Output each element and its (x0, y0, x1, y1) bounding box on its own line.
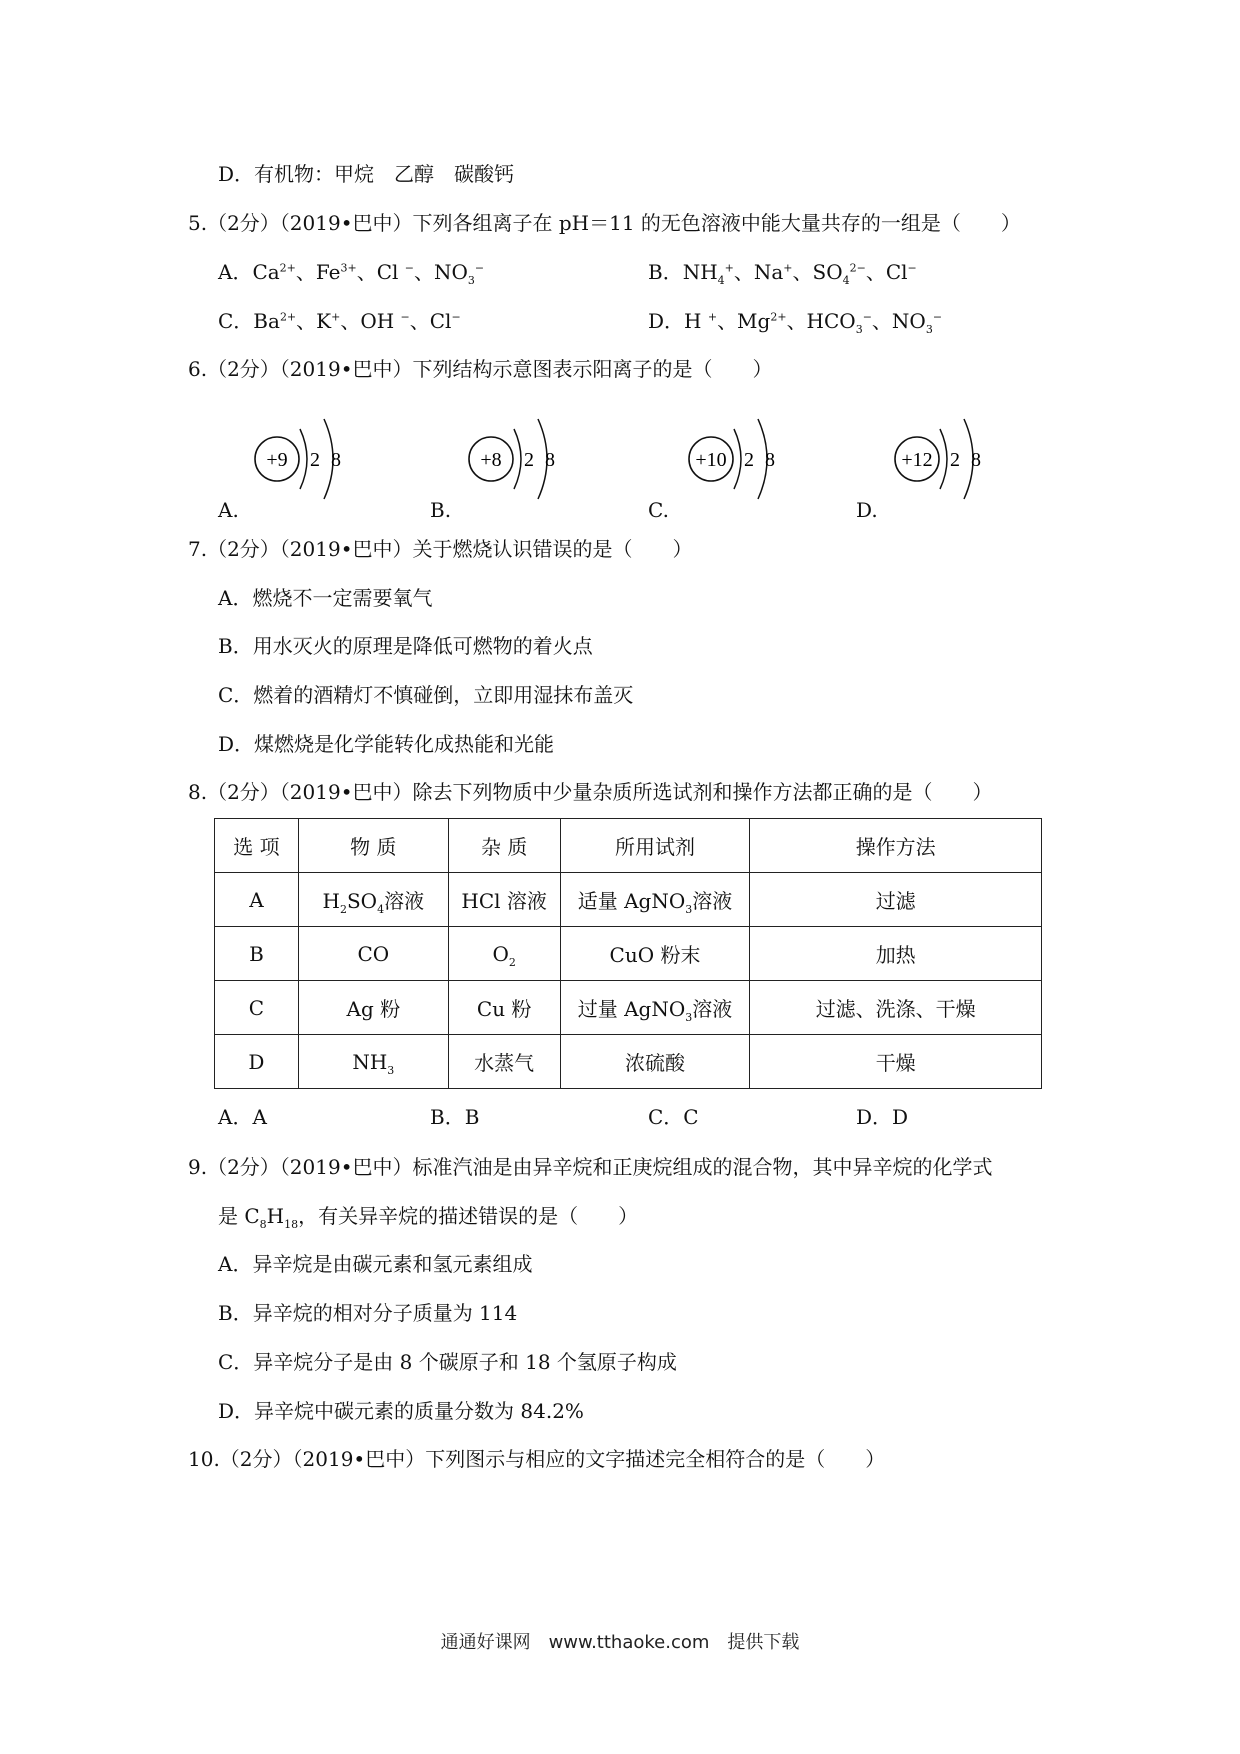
q9-option-b: B．异辛烷的相对分子质量为 114 (218, 1301, 518, 1325)
q8-answer-d: D．D (856, 1105, 909, 1129)
q6-option-c-label: C. (648, 498, 669, 522)
table-header-row (215, 819, 1042, 873)
table-header-cell: 所用试剂 (560, 819, 750, 873)
q7-option-c: C．燃着的酒精灯不慎碰倒，立即用湿抹布盖灭 (218, 683, 634, 707)
q5-option-d: D．H +、$Mg^{2+}$、$HCO_3^-$、$NO_3^-$ (648, 309, 943, 336)
table-header-cell: 选 项 (215, 819, 299, 873)
q6-option-b-label: B. (430, 498, 452, 522)
q9-stem-line-2: 是 $C_8H_{18}$，有关异辛烷的描述错误的是（ ） (218, 1204, 639, 1231)
table-cell: HCl 溶液 (448, 873, 560, 927)
table-cell: C (215, 981, 299, 1035)
table-cell: B (215, 927, 299, 981)
table-cell: $H_2SO_4$溶液 (298, 873, 448, 927)
table-cell: D (215, 1035, 299, 1089)
shell-electrons-1: 2 (950, 449, 960, 471)
q5-option-c: C．$Ba^{2+}$、K+、OH −、Cl− (218, 309, 461, 333)
table-cell: A (215, 873, 299, 927)
nucleus-charge: +9 (266, 449, 288, 471)
q9-option-c: C．异辛烷分子是由 8 个碳原子和 18 个氢原子构成 (218, 1350, 677, 1374)
q7-option-b: B．用水灭火的原理是降低可燃物的着火点 (218, 634, 593, 658)
table-cell: $NH_3$ (298, 1035, 448, 1089)
table-row (215, 981, 1042, 1035)
q9-option-d: D．异辛烷中碳元素的质量分数为 84.2% (218, 1399, 584, 1423)
table-header-cell: 物 质 (298, 819, 448, 873)
q7-stem: 7.（2分）（2019•巴中）关于燃烧认识错误的是（ ） (188, 537, 693, 561)
q5-option-b: B．$NH_4^+$、Na+、$SO_4^{2-}$、Cl− (648, 260, 917, 287)
table-row (215, 873, 1042, 927)
q9-stem-line-1: 9.（2分）（2019•巴中）标准汽油是由异辛烷和正庚烷组成的混合物，其中异辛烷的化学式 (188, 1155, 993, 1179)
table-cell: 适量 AgNO$_3$溶液 (560, 873, 750, 927)
q5-option-a: A．$Ca^{2+}$、$Fe^{3+}$、Cl −、$NO_3^-$ (218, 260, 485, 287)
table-cell: Ag 粉 (298, 981, 448, 1035)
table-row (215, 1035, 1042, 1089)
q5-stem: 5.（2分）（2019•巴中）下列各组离子在 pH＝11 的无色溶液中能大量共存的一组是（ ） (188, 211, 1021, 235)
table-header-cell: 杂 质 (448, 819, 560, 873)
table-cell: 水蒸气 (448, 1035, 560, 1089)
shell-electrons-2: 8 (331, 449, 341, 471)
shell-electrons-2: 8 (765, 449, 775, 471)
q8-answer-a: A．A (218, 1105, 267, 1129)
table-cell: 过滤、洗涤、干燥 (750, 981, 1042, 1035)
table-cell: CuO 粉末 (560, 927, 750, 981)
page-footer: 通通好课网 www.tthaoke.com 提供下载 (440, 1632, 800, 1653)
q10-stem: 10.（2分）（2019•巴中）下列图示与相应的文字描述完全相符合的是（ ） (188, 1447, 886, 1471)
table-cell: 干燥 (750, 1035, 1042, 1089)
shell-electrons-1: 2 (744, 449, 754, 471)
nucleus-charge: +12 (901, 449, 933, 471)
table-cell: 浓硫酸 (560, 1035, 750, 1089)
q6-stem: 6.（2分）（2019•巴中）下列结构示意图表示阳离子的是（ ） (188, 357, 773, 381)
q8-answer-c: C．C (648, 1105, 699, 1129)
q8-table (214, 818, 1042, 1089)
q6-option-a-label: A. (218, 498, 239, 522)
atom-diagram-b (466, 404, 576, 504)
table-cell: CO (298, 927, 448, 981)
shell-electrons-1: 2 (524, 449, 534, 471)
table-cell: 过滤 (750, 873, 1042, 927)
q4-option-d: D．有机物：甲烷 乙醇 碳酸钙 (218, 162, 515, 186)
atom-diagram-c (686, 404, 796, 504)
shell-electrons-2: 8 (971, 449, 981, 471)
q7-option-a: A．燃烧不一定需要氧气 (218, 586, 433, 610)
table-cell: $O_2$ (448, 927, 560, 981)
atom-diagram-a (252, 404, 362, 504)
table-row (215, 927, 1042, 981)
nucleus-charge: +8 (480, 449, 502, 471)
nucleus-charge: +10 (695, 449, 727, 471)
shell-electrons-2: 8 (545, 449, 555, 471)
q6-option-d-label: D. (856, 498, 878, 522)
table-cell: Cu 粉 (448, 981, 560, 1035)
q8-stem: 8.（2分）（2019•巴中）除去下列物质中少量杂质所选试剂和操作方法都正确的是（ ） (188, 780, 993, 804)
q8-answer-b: B．B (430, 1105, 480, 1129)
q9-option-a: A．异辛烷是由碳元素和氢元素组成 (218, 1252, 533, 1276)
table-cell: 过量 AgNO$_3$溶液 (560, 981, 750, 1035)
table-header-cell: 操作方法 (750, 819, 1042, 873)
shell-electrons-1: 2 (310, 449, 320, 471)
q7-option-d: D．煤燃烧是化学能转化成热能和光能 (218, 732, 555, 756)
table-cell: 加热 (750, 927, 1042, 981)
atom-diagram-d (892, 404, 1002, 504)
